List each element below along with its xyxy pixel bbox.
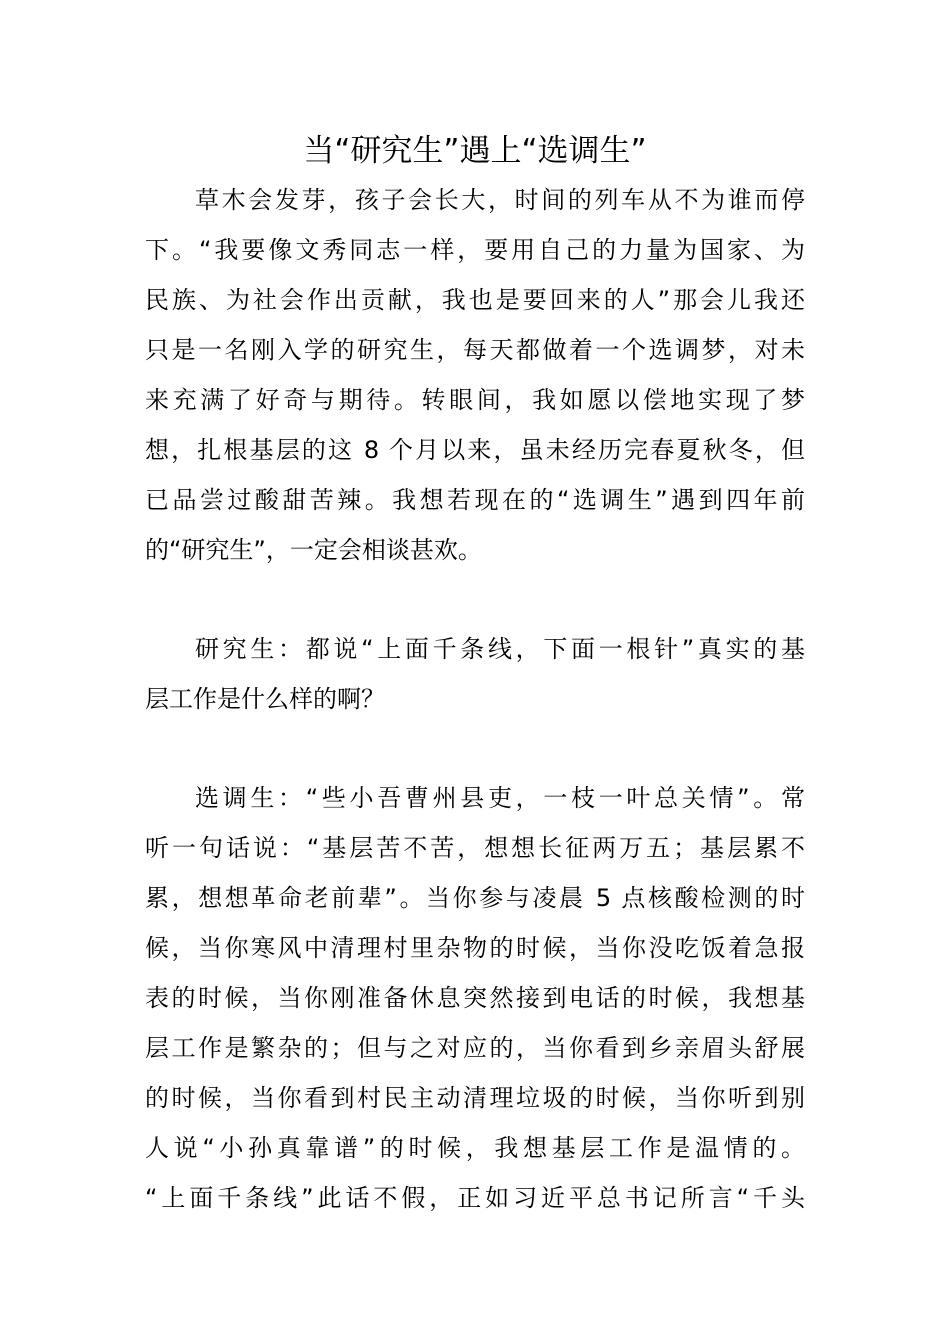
paragraph-1-line-1: 草木会发芽，孩子会长大，时间的列车从不为谁而停 [195,186,805,214]
paragraph-1-line-3: 民族、为社会作出贡献，我也是要回来的人”那会儿我还 [145,286,805,314]
paragraph-3-line-5: 表的时候，当你刚准备休息突然接到电话的时候，我想基 [145,984,805,1012]
paragraph-3-line-6: 层工作是繁杂的；但与之对应的，当你看到乡亲眉头舒展 [145,1034,805,1062]
paragraph-3-line-4: 候，当你寒风中清理村里杂物的时候，当你没吃饭着急报 [145,934,805,962]
paragraph-3-line-9: “上面千条线”此话不假，正如习近平总书记所言“千头 [145,1184,805,1212]
paragraph-1-line-6: 想，扎根基层的这 8 个月以来，虽未经历完春夏秋冬，但 [145,436,805,464]
paragraph-3-line-8: 人说“小孙真靠谱”的时候，我想基层工作是温情的。 [145,1134,805,1162]
paragraph-2-line-1: 研究生：都说“上面千条线，下面一根针”真实的基 [195,635,805,663]
paragraph-1-line-4: 只是一名刚入学的研究生，每天都做着一个选调梦，对未 [145,336,805,364]
paragraph-2-line-2: 层工作是什么样的啊？ [145,685,385,713]
paragraph-3-line-7: 的时候，当你看到村民主动清理垃圾的时候，当你听到别 [145,1084,805,1112]
paragraph-3-line-1: 选调生：“些小吾曹州县吏，一枝一叶总关情”。常 [195,784,805,812]
paragraph-1-line-8: 的“研究生”，一定会相谈甚欢。 [145,536,482,564]
paragraph-1-line-7: 已品尝过酸甜苦辣。我想若现在的“选调生”遇到四年前 [145,486,805,514]
paragraph-1-line-2: 下。“我要像文秀同志一样，要用自己的力量为国家、为 [145,236,805,264]
document-title: 当“研究生”遇上“选调生” [303,133,647,169]
paragraph-3-line-3: 累，想想革命老前辈”。当你参与凌晨 5 点核酸检测的时 [145,884,805,912]
paragraph-1-line-5: 来充满了好奇与期待。转眼间，我如愿以偿地实现了梦 [145,386,805,414]
paragraph-3-line-2: 听一句话说：“基层苦不苦，想想长征两万五；基层累不 [145,834,805,862]
